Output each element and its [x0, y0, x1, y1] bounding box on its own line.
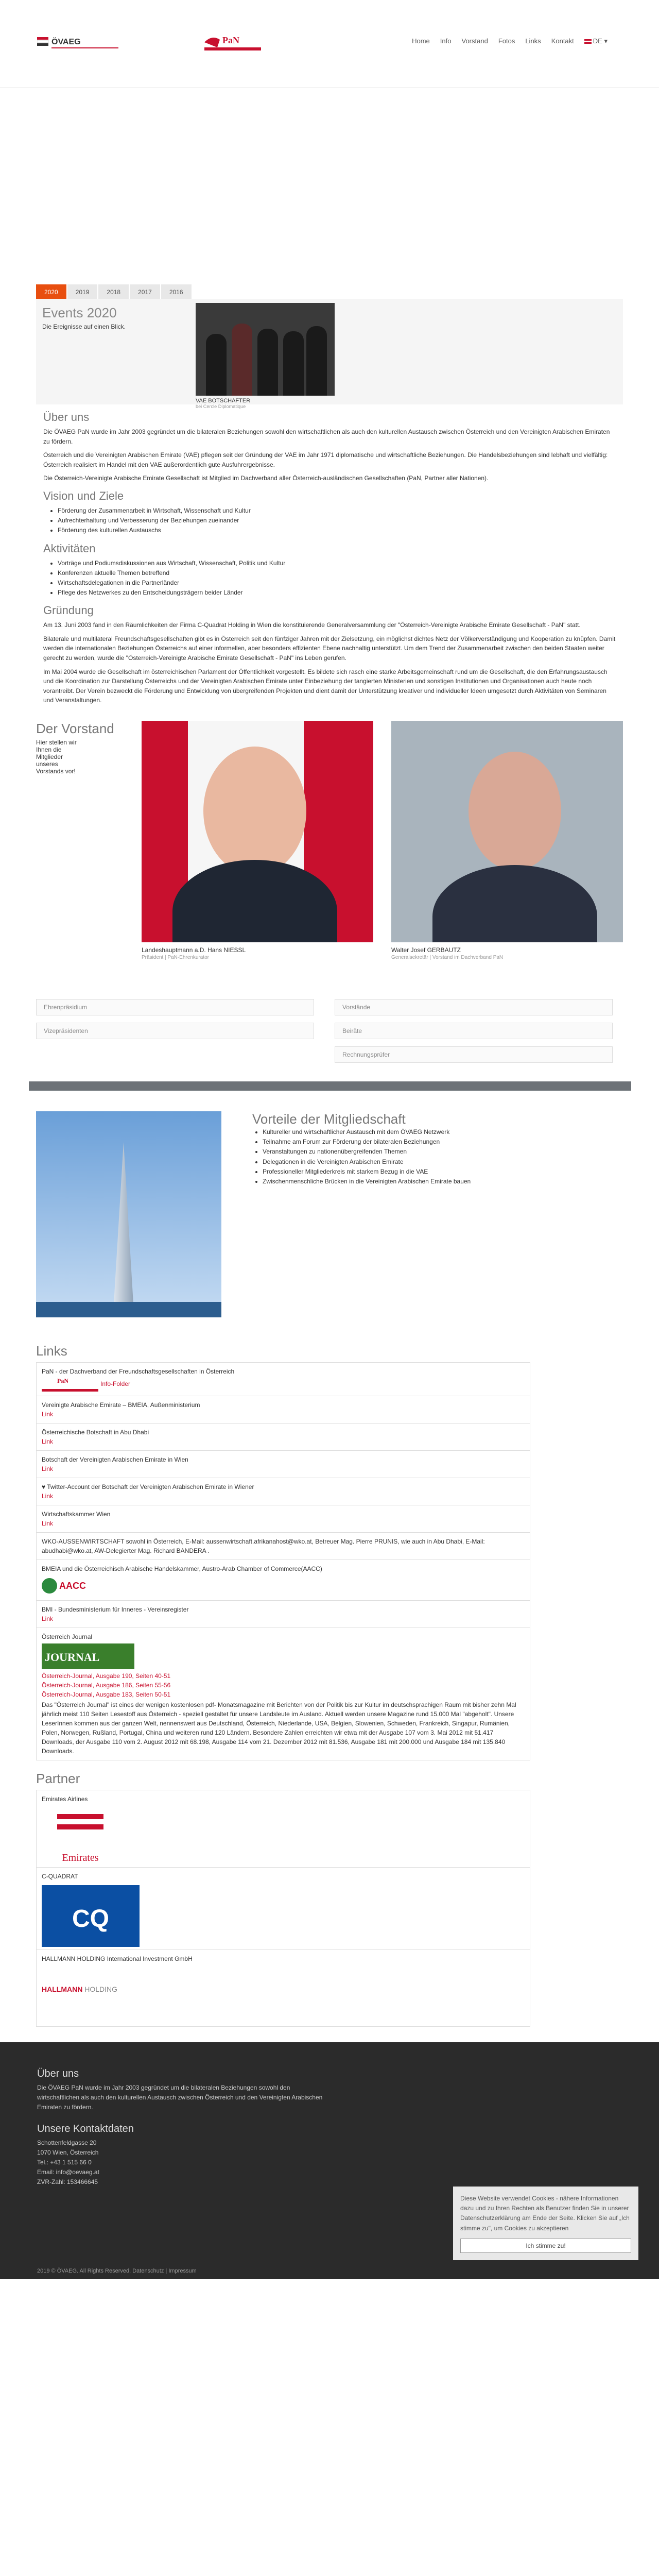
event-photo	[196, 303, 335, 396]
journal-link[interactable]: Österreich-Journal, Ausgabe 190, Seiten 40-51	[42, 1672, 171, 1680]
accordion-vizepraesidenten[interactable]: Vizepräsidenten	[36, 1023, 314, 1039]
section-divider	[29, 1081, 631, 1091]
wko-wien-link[interactable]: Link	[42, 1520, 54, 1528]
partner-box	[36, 1790, 530, 1867]
board-section	[36, 721, 623, 961]
event-card-sub: bei Cercle Diplomatique	[196, 404, 246, 409]
activities-heading: Aktivitäten	[43, 541, 96, 555]
accordion-ehrenpraesidium[interactable]: Ehrenpräsidium	[36, 999, 314, 1015]
events-subtitle: Die Ereignisse auf einen Blick.	[42, 323, 126, 330]
header	[0, 0, 659, 88]
list-item: • Teilnahme am Forum zur Förderung der bilateralen Beziehungen	[263, 1137, 471, 1147]
journal-description: Das "Österreich Journal" ist eines der wenigen kostenlosen pdf- Monatsmagazine mit Berichten von der Politik bis zur Kultur im deutschsprachigen Raum mit bisher zehn Mal jährlich meist 110 Seiten Lesestoff aus Österreich - speziell gestaltet für unsere Landsleute im Ausland. Aktuell werden unsere Magazine rund 15.000 Mal "abgeholt". Unsere LeserInnen kommen aus der ganzen Welt, nennenswert aus Deutschland, Österreich, Niederlande, USA, Belgien, Slowenien, Schweden, Frankreich, Singapur, Rumänien, Polen, Norwegen, Rußland, Portugal, China und weiteren rund 120 Ländern. Besondere Zahlen erreichten wir etwa mit der Ausgabe 107 vom 3. Mai 2012 mit 51.417 Downloads, der Ausgabe 110 vom 2. August 2012 mit 68.198, Ausgabe 114 vom 21. Dezember 2012 mit 81.536, Ausgabe 181 mit 200.000 und Ausgabe 184 mit 135.840 Downloads.	[42, 1701, 516, 1755]
hero-banner	[0, 88, 659, 278]
board-member-photo	[391, 721, 623, 942]
language-select[interactable]: DE ▾	[584, 37, 608, 45]
cookie-banner	[453, 2187, 638, 2260]
link-box	[36, 1532, 530, 1560]
twitter-link[interactable]: Link	[42, 1493, 54, 1500]
about-heading: Über uns	[43, 411, 90, 423]
list-item: • Veranstaltungen zu nationenübergreifenden Themen	[263, 1147, 471, 1157]
chevron-down-icon: ▾	[604, 37, 608, 45]
about-text: Die ÖVAEG PaN wurde im Jahr 2003 gegründet um die bilateralen Beziehungen sowohl den wirtschaftlichen als auch den kulturellen Austausch zwischen Österreich und den Vereinigten Arabischen Emiraten zu fördern.	[43, 428, 610, 445]
link-title: Twitter-Account der Botschaft der Vereinigten Arabischen Emirate in Wiener	[47, 1483, 254, 1491]
footer	[0, 2042, 659, 2279]
cookie-accept-button[interactable]: Ich stimme zu!	[460, 2239, 631, 2253]
oevaeg-logo[interactable]	[37, 34, 119, 53]
event-card-title: VAE BOTSCHAFTER	[196, 398, 251, 404]
list-item: • Konferenzen aktuelle Themen betreffend	[58, 568, 616, 578]
list-item: • Förderung des kulturellen Austauschs	[58, 526, 616, 535]
link-box	[36, 1600, 530, 1628]
link-title: Botschaft der Vereinigten Arabischen Emirate in Wien	[42, 1456, 188, 1464]
board-member-card	[391, 721, 623, 960]
info-folder-link[interactable]: Info-Folder	[100, 1380, 131, 1388]
nav-fotos[interactable]: Fotos	[498, 37, 515, 45]
links-list	[36, 1362, 623, 1760]
list-item: • Professioneller Mitgliederkreis mit starkem Bezug in die VAE	[263, 1167, 471, 1177]
list-item: • Wirtschaftsdelegationen in die Partnerländer	[58, 578, 616, 588]
year-tabs	[36, 284, 623, 299]
svg-text:ÖVAEG: ÖVAEG	[51, 38, 81, 46]
board-intro: Hier stellen wir Ihnen die Mitglieder unseres Vorstands vor!	[36, 739, 77, 775]
partner-name: C-QUADRAT	[42, 1873, 78, 1880]
vision-list	[58, 506, 616, 536]
bmeia-link[interactable]: Link	[42, 1411, 54, 1418]
accordion-rechnungspruefer[interactable]: Rechnungsprüfer	[335, 1046, 613, 1063]
about-section	[36, 411, 623, 705]
board-member-name: Landeshauptmann a.D. Hans NIESSL	[142, 946, 246, 954]
about-text: Österreich und die Vereinigten Arabischen Emirate (VAE) pflegen seit der Gründung der VAE im Jahr 1971 diplomatische und wirtschaftliche Beziehungen. Die Handelsbeziehungen sind lebhaft und vielfältig: Österreich realisiert im Handel mit den VAE außerordentlich gute Ausfuhrergebnisse.	[43, 451, 608, 468]
link-box	[36, 1362, 530, 1396]
footer-zvr: ZVR-Zahl: 153466645	[37, 2178, 98, 2186]
aacc-logo[interactable]: AACC	[42, 1575, 93, 1596]
hallmann-logo[interactable]: HALLMANN HOLDING	[42, 1985, 118, 1994]
link-title: Österreichische Botschaft in Abu Dhabi	[42, 1429, 149, 1436]
list-item: • Delegationen in die Vereinigten Arabischen Emirate	[263, 1157, 471, 1167]
link-box	[36, 1423, 530, 1450]
link-title: PaN - der Dachverband der Freundschaftsgesellschaften in Österreich	[42, 1368, 235, 1376]
nav-links[interactable]: Links	[525, 37, 541, 45]
link-box	[36, 1450, 530, 1478]
list-item: • Aufrechterhaltung und Verbesserung der Beziehungen zueinander	[58, 516, 616, 526]
partner-section	[36, 1771, 623, 2027]
board-member-photo	[142, 721, 373, 942]
nav-home[interactable]: Home	[412, 37, 430, 45]
partner-name: Emirates Airlines	[42, 1795, 88, 1803]
link-title: Wirtschaftskammer Wien	[42, 1511, 111, 1518]
links-section	[36, 1343, 623, 1760]
founding-text: Im Mai 2004 wurde die Gesellschaft im österreichischen Parlament der Öffentlichkeit vorgestellt. Es bildete sich rasch eine starke Arbeitsgemeinschaft rund um die Gesellschaft, die den Erfahrungsaustausch und die Koordination zur Darstellung Österreichs und der Vereinigten Arabischen Emirate unter Einbeziehung der tangierten Ministerien und sonstigen Institutionen und Organisationen auch heute noch vorantreibt. Der Verein bezweckt die Förderung und Entwicklung von übergreifenden Projekten und dient damit der Unterstützung kreativer und individueller Ideen umgesetzt durch Aktivitäten von Seminaren und Veranstaltungen.	[43, 668, 608, 704]
footer-phone: Tel.: +43 1 515 66 0	[37, 2158, 92, 2166]
footer-contact-heading: Unsere Kontaktdaten	[37, 2123, 134, 2134]
footer-address: 1070 Wien, Österreich	[37, 2148, 99, 2156]
pan-logo[interactable]	[202, 32, 264, 53]
list-item: • Förderung der Zusammenarbeit in Wirtschaft, Wissenschaft und Kultur	[58, 506, 616, 516]
benefits-heading: Vorteile der Mitgliedschaft	[252, 1111, 406, 1127]
links-heading: Links	[36, 1343, 67, 1359]
board-member-name: Walter Josef GERBAUTZ	[391, 946, 461, 954]
about-text: Die Österreich-Vereinigte Arabische Emirate Gesellschaft ist Mitglied im Dachverband aller Österreich-ausländischen Gesellschaften (PaN, Partner aller Nationen).	[43, 474, 489, 482]
event-card[interactable]	[196, 303, 335, 409]
link-title: WKO-AUSSENWIRTSCHAFT sowohl in Österreich, E-Mail: aussenwirtschaft.afrikanahost@wko.at, Betreuer Mag. Pierre PRUNIS, wie auch in Abu Dhabi, E-Mail: abudhabi@wko.at, AW-Delegierter Mag. Richard BANDERA .	[42, 1538, 485, 1555]
tab-2020[interactable]: 2020	[36, 284, 66, 299]
vision-heading: Vision und Ziele	[43, 489, 124, 502]
footer-address: Schottenfeldgasse 20	[37, 2139, 97, 2146]
link-title: Österreich Journal	[42, 1633, 93, 1641]
bmi-link[interactable]: Link	[42, 1615, 54, 1623]
emirates-logo[interactable]: Emirates	[57, 1814, 103, 1855]
svg-text:PaN: PaN	[222, 35, 239, 45]
tab-2018[interactable]: 2018	[98, 284, 129, 299]
link-title: BMEIA und die Österreichisch Arabische Handelskammer, Austro-Arab Chamber of Commerce(AACC)	[42, 1565, 322, 1573]
partner-box	[36, 1950, 530, 2027]
footer-about-text: Die ÖVAEG PaN wurde im Jahr 2003 gegründet um die bilateralen Beziehungen sowohl den wirtschaftlichen als auch den kulturellen Austausch zwischen Österreich und den Vereinigten Arabischen Emiraten zu fördern.	[37, 2084, 323, 2111]
journal-link[interactable]: Österreich-Journal, Ausgabe 183, Seiten 50-51	[42, 1691, 171, 1699]
twitter-icon: ♥	[42, 1483, 47, 1491]
accordion-beiraete[interactable]: Beiräte	[335, 1023, 613, 1039]
partner-heading: Partner	[36, 1771, 80, 1787]
tab-2019[interactable]: 2019	[67, 284, 98, 299]
link-box	[36, 1478, 530, 1505]
link-box	[36, 1505, 530, 1532]
link-box	[36, 1396, 530, 1423]
nav-info[interactable]: Info	[440, 37, 452, 45]
benefits-list	[263, 1127, 471, 1187]
footer-email[interactable]: Email: info@oevaeg.at	[37, 2168, 99, 2176]
list-item: • Zwischenmenschliche Brücken in die Vereinigten Arabischen Emirate bauen	[263, 1177, 471, 1187]
activities-list	[58, 558, 616, 598]
link-title: Vereinigte Arabische Emirate – BMEIA, Außenministerium	[42, 1401, 200, 1409]
link-box	[36, 1560, 530, 1600]
list-item: • Vorträge und Podiumsdiskussionen aus Wirtschaft, Wissenschaft, Politik und Kultur	[58, 558, 616, 568]
tab-2016[interactable]: 2016	[161, 284, 192, 299]
journal-link[interactable]: Österreich-Journal, Ausgabe 186, Seiten 55-56	[42, 1682, 171, 1689]
board-member-card	[142, 721, 373, 960]
board-accordion	[36, 999, 613, 1063]
founding-heading: Gründung	[43, 604, 94, 617]
copyright: 2019 © ÖVAEG. All Rights Reserved. Datenschutz | Impressum	[37, 2268, 197, 2275]
link-title: BMI - Bundesministerium für Inneres - Vereinsregister	[42, 1606, 189, 1614]
partner-box	[36, 1867, 530, 1950]
events-panel	[36, 299, 623, 409]
uae-embassy-vienna-link[interactable]: Link	[42, 1465, 54, 1473]
tab-2017[interactable]: 2017	[130, 284, 160, 299]
accordion-vorstaende[interactable]: Vorstände	[335, 999, 613, 1015]
burj-al-arab-image	[36, 1111, 221, 1317]
board-member-role: Generalsekretär | Vorstand im Dachverband PaN	[391, 955, 504, 961]
nav-vorstand[interactable]: Vorstand	[461, 37, 488, 45]
board-member-role: Präsident | PaN-Ehrenkurator	[142, 955, 209, 961]
main-nav	[412, 37, 608, 45]
link-box	[36, 1628, 530, 1760]
cookie-text: Diese Website verwendet Cookies - nähere Informationen dazu und zu Ihren Rechten als Benutzer finden Sie in unserer Datenschutzerklärung am Ende der Seite. Klicken Sie auf „Ich stimme zu", um Cookies zu akzeptieren	[460, 2195, 630, 2232]
founding-text: Am 13. Juni 2003 fand in den Räumlichkeiten der Firma C-Quadrat Holding in Wien die konstituierende Generalversammlung der "Österreich-Vereinigte Arabische Emirate Gesellschaft - PaN" statt.	[43, 621, 581, 629]
footer-about-heading: Über uns	[37, 2068, 79, 2080]
c-quadrat-logo[interactable]: CQ	[42, 1885, 140, 1947]
journal-logo[interactable]: JOURNAL	[42, 1643, 134, 1669]
nav-kontakt[interactable]: Kontakt	[551, 37, 574, 45]
list-item: • Pflege des Netzwerkes zu den Entscheidungsträgern beider Länder	[58, 588, 616, 598]
partner-name: HALLMANN HOLDING International Investment GmbH	[42, 1955, 193, 1963]
benefits-section	[36, 1111, 623, 1317]
at-flag-icon	[584, 39, 592, 44]
embassy-abu-dhabi-link[interactable]: Link	[42, 1438, 54, 1446]
pan-logo-small: PaN	[42, 1376, 98, 1392]
founding-text: Bilaterale und multilateral Freundschaftsgesellschaften gibt es in Österreich seit den fünfziger Jahren mit der Zielsetzung, ein möglichst dichtes Netz der Völkerverständigung und Kooperation zu knüpfen. Damit werden die internationalen Beziehungen Österreichs auf einer informellen, aber besonders effizienten Ebene nachhaltig unterstützt. Um dem Trend der Zusammenarbeit zwischen den beiden Staaten weiter gerecht zu werden, wurde die "Österreich-Vereinigte Arabische Emirate Gesellschaft - PaN" ins Leben gerufen.	[43, 635, 616, 662]
board-heading: Der Vorstand	[36, 721, 114, 737]
list-item: • Kultureller und wirtschaftlicher Austausch mit dem ÖVAEG Netzwerk	[263, 1127, 471, 1137]
events-title: Events 2020	[42, 305, 117, 320]
